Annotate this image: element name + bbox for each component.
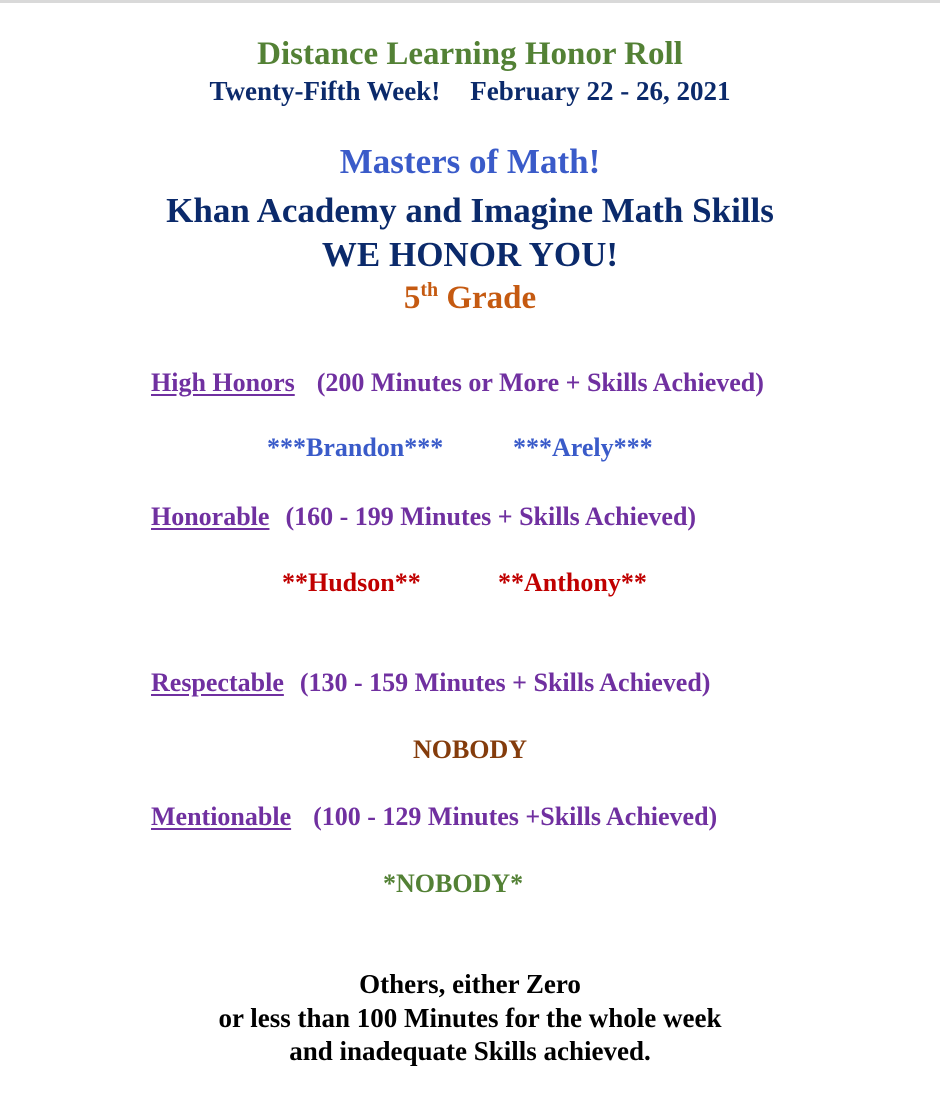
grade-word: Grade — [446, 280, 537, 316]
tier-honorable — [151, 502, 931, 532]
tier-result: NOBODY — [412, 735, 528, 764]
grade-suffix: th — [420, 279, 439, 301]
grade-heading — [0, 280, 940, 317]
student-name: ***Arely*** — [513, 433, 653, 462]
tier-high-honors — [151, 368, 931, 398]
page-title: Distance Learning Honor Roll — [257, 36, 683, 72]
tier-criteria: (160 - 199 Minutes + Skills Achieved) — [285, 502, 697, 531]
tier-mentionable — [151, 802, 931, 832]
masters-heading: Masters of Math! — [339, 142, 601, 181]
date-range: February 22 - 26, 2021 — [470, 76, 731, 106]
tier-name: Mentionable — [151, 802, 292, 831]
top-border — [0, 0, 940, 3]
tier-criteria: (200 Minutes or More + Skills Achieved) — [316, 368, 764, 397]
footer-line-1: Others, either Zero — [359, 969, 581, 999]
footer-line-3: and inadequate Skills achieved. — [289, 1036, 651, 1066]
grade-number: 5 — [403, 280, 421, 316]
week-line — [0, 76, 940, 107]
programs-heading: Khan Academy and Imagine Math Skills — [166, 191, 774, 230]
tier-criteria: (130 - 159 Minutes + Skills Achieved) — [299, 668, 711, 697]
student-name: **Hudson** — [282, 568, 421, 597]
tier-name: Respectable — [151, 668, 284, 697]
student-name: **Anthony** — [498, 568, 647, 597]
tier-result: *NOBODY* — [383, 869, 524, 898]
footer-line-2: or less than 100 Minutes for the whole week — [218, 1003, 722, 1033]
tier-criteria: (100 - 129 Minutes +Skills Achieved) — [313, 802, 718, 831]
tier-name: Honorable — [151, 502, 270, 531]
honor-heading: WE HONOR YOU! — [321, 235, 619, 274]
tier-name: High Honors — [151, 368, 295, 397]
tier-respectable — [151, 668, 931, 698]
week-label: Twenty-Fifth Week! — [209, 76, 441, 106]
student-name: ***Brandon*** — [267, 433, 444, 462]
